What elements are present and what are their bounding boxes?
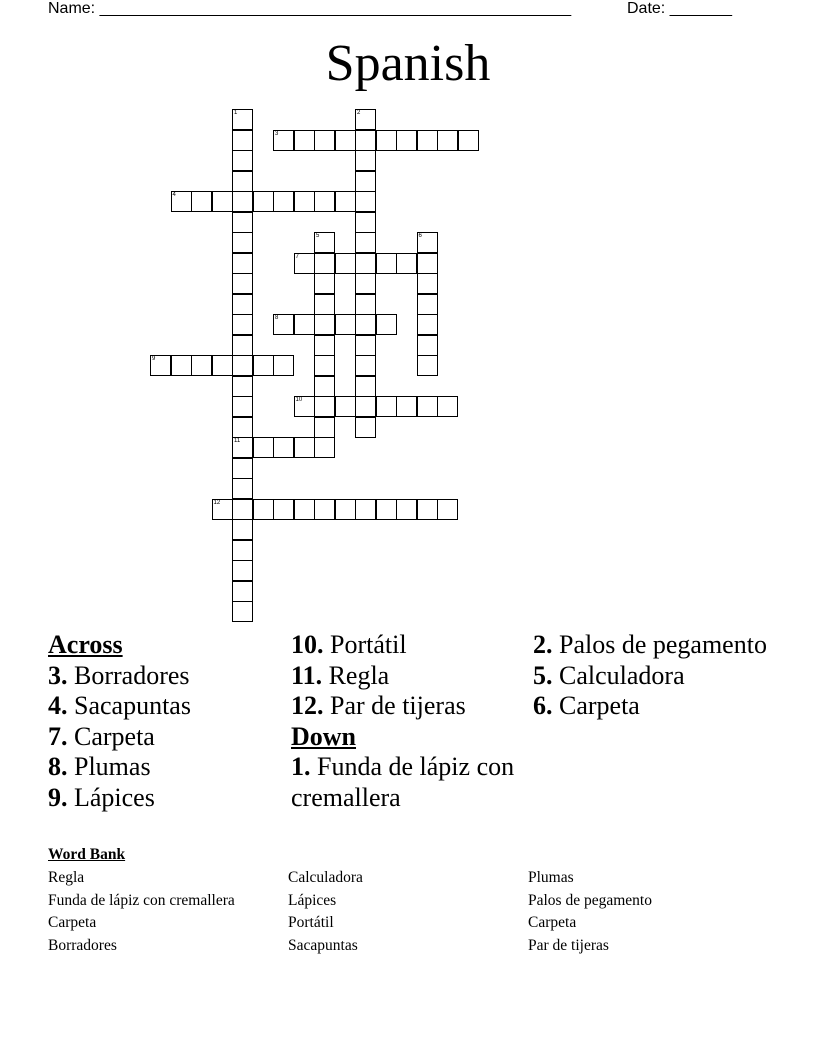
- clue-across-3: [48, 661, 278, 692]
- clue-text: Carpeta: [74, 721, 155, 751]
- clue-number: 1.: [291, 752, 311, 781]
- clue-text: Par de tijeras: [330, 691, 466, 720]
- clue-text: Lápices: [74, 782, 155, 812]
- word-bank-item: Portátil: [288, 914, 334, 932]
- crossword-cell[interactable]: [335, 499, 356, 520]
- crossword-cell[interactable]: [253, 355, 274, 376]
- clue-text: Calculadora: [559, 660, 685, 690]
- clue-across-10: [291, 630, 531, 661]
- crossword-cell[interactable]: [417, 335, 438, 356]
- crossword-cell[interactable]: [232, 212, 253, 233]
- crossword-cell[interactable]: [314, 253, 335, 274]
- crossword-cell[interactable]: [314, 335, 335, 356]
- clue-text: Borradores: [74, 660, 190, 690]
- crossword-cell[interactable]: [355, 253, 376, 274]
- clue-number: 2.: [533, 630, 553, 659]
- clue-across-7: [48, 722, 278, 753]
- crossword-cell[interactable]: [417, 130, 438, 151]
- crossword-cell[interactable]: [232, 253, 253, 274]
- crossword-cell[interactable]: [232, 540, 253, 561]
- clue-down-2: [533, 630, 773, 661]
- cell-number: 11: [234, 438, 241, 444]
- crossword-cell[interactable]: [314, 191, 335, 212]
- word-bank-item: Carpeta: [528, 914, 577, 932]
- clue-text: Sacapuntas: [74, 691, 191, 720]
- crossword-cell[interactable]: [171, 355, 192, 376]
- word-bank-item: Par de tijeras: [528, 936, 609, 954]
- crossword-cell[interactable]: [355, 171, 376, 192]
- crossword-cell[interactable]: [212, 355, 233, 376]
- crossword-cell[interactable]: [232, 191, 253, 212]
- crossword-cell[interactable]: [273, 191, 294, 212]
- crossword-cell[interactable]: [273, 437, 294, 458]
- crossword-cell[interactable]: [376, 253, 397, 274]
- crossword-cell[interactable]: [294, 191, 315, 212]
- word-bank-item: Sacapuntas: [288, 936, 358, 954]
- crossword-cell[interactable]: [232, 150, 253, 171]
- cell-number: 3: [275, 130, 279, 137]
- down-heading: Down: [291, 721, 357, 751]
- word-bank-item: Regla: [48, 869, 85, 886]
- crossword-cell[interactable]: [273, 499, 294, 520]
- clue-down-1: [291, 752, 531, 813]
- clue-across-4: [48, 691, 278, 722]
- word-bank: [48, 844, 768, 954]
- crossword-cell[interactable]: [314, 355, 335, 376]
- crossword-cell[interactable]: [232, 417, 253, 438]
- clue-text: Palos de pegamento: [559, 630, 767, 659]
- crossword-cell[interactable]: [355, 273, 376, 294]
- crossword-cell[interactable]: [335, 314, 356, 335]
- crossword-cell[interactable]: [232, 355, 253, 376]
- word-bank-item: Palos de pegamento: [528, 891, 652, 909]
- clue-text: Plumas: [74, 752, 151, 781]
- crossword-cell[interactable]: [396, 396, 417, 417]
- crossword-cell[interactable]: [191, 355, 212, 376]
- name-field[interactable]: Name: _____________________________________________________: [48, 0, 572, 17]
- crossword-cell[interactable]: [171, 191, 192, 212]
- crossword-cell[interactable]: [294, 437, 315, 458]
- clue-number: 5.: [533, 660, 553, 690]
- crossword-cell[interactable]: [232, 437, 253, 458]
- clues-column-1: [48, 630, 278, 813]
- clue-number: 6.: [533, 691, 553, 720]
- crossword-cell[interactable]: [335, 191, 356, 212]
- cell-number: 4: [172, 192, 176, 198]
- crossword-cell[interactable]: [232, 478, 253, 499]
- cell-number: 12: [213, 499, 221, 506]
- clue-text: Funda de lápiz con cremallera: [291, 752, 515, 812]
- crossword-cell[interactable]: [232, 171, 253, 192]
- crossword-cell[interactable]: [294, 499, 315, 520]
- clues-column-3: [533, 630, 773, 722]
- crossword-cell[interactable]: [294, 253, 315, 274]
- word-bank-item: Funda de lápiz con cremallera: [48, 891, 235, 909]
- word-bank-title: Word Bank: [48, 846, 126, 863]
- crossword-cell[interactable]: [417, 355, 438, 376]
- crossword-cell[interactable]: [355, 499, 376, 520]
- cell-number: 7: [295, 253, 299, 260]
- crossword-cell[interactable]: [253, 437, 274, 458]
- crossword-cell[interactable]: [232, 232, 253, 253]
- clue-across-11: [291, 661, 531, 692]
- word-bank-column-1: [48, 867, 288, 957]
- crossword-cell[interactable]: [396, 499, 417, 520]
- crossword-cell[interactable]: [314, 294, 335, 315]
- crossword-cell[interactable]: [335, 396, 356, 417]
- crossword-cell[interactable]: [355, 130, 376, 151]
- clue-text: Regla: [328, 660, 390, 690]
- crossword-cell[interactable]: [314, 437, 335, 458]
- crossword-cell[interactable]: [417, 232, 438, 253]
- crossword-cell[interactable]: [417, 499, 438, 520]
- cell-number: 9: [152, 356, 156, 362]
- clue-number: 4.: [48, 691, 68, 720]
- crossword-cell[interactable]: [232, 273, 253, 294]
- crossword-cell[interactable]: [396, 253, 417, 274]
- crossword-cell[interactable]: [417, 253, 438, 274]
- crossword-cell[interactable]: [232, 458, 253, 479]
- crossword-cell[interactable]: [314, 499, 335, 520]
- crossword-cell[interactable]: [191, 191, 212, 212]
- crossword-cell[interactable]: [232, 560, 253, 581]
- crossword-cell[interactable]: [273, 314, 294, 335]
- across-heading: Across: [48, 630, 123, 659]
- crossword-cell[interactable]: [232, 499, 253, 520]
- crossword-cell[interactable]: [355, 109, 376, 130]
- clue-number: 11.: [291, 660, 323, 690]
- crossword-cell[interactable]: [232, 519, 253, 540]
- crossword-cell[interactable]: [314, 130, 335, 151]
- crossword-cell[interactable]: [273, 355, 294, 376]
- crossword-cell[interactable]: [376, 499, 397, 520]
- crossword-cell[interactable]: [355, 417, 376, 438]
- word-bank-item: Carpeta: [48, 914, 97, 932]
- crossword-cell[interactable]: [355, 314, 376, 335]
- crossword-cell[interactable]: [212, 191, 233, 212]
- crossword-cell[interactable]: [417, 273, 438, 294]
- clue-number: 7.: [48, 721, 68, 751]
- clue-text: Carpeta: [559, 691, 640, 720]
- clue-down-6: [533, 691, 773, 722]
- crossword-cell[interactable]: [232, 314, 253, 335]
- crossword-cell[interactable]: [355, 335, 376, 356]
- crossword-cell[interactable]: [335, 130, 356, 151]
- crossword-cell[interactable]: [232, 294, 253, 315]
- crossword-cell[interactable]: [150, 355, 171, 376]
- crossword-cell[interactable]: [355, 376, 376, 397]
- crossword-cell[interactable]: [355, 294, 376, 315]
- crossword-cell[interactable]: [437, 130, 458, 151]
- crossword-cell[interactable]: [314, 417, 335, 438]
- crossword-cell[interactable]: [355, 396, 376, 417]
- crossword-cell[interactable]: [335, 253, 356, 274]
- clue-across-12: [291, 691, 531, 722]
- crossword-cell[interactable]: [232, 130, 253, 151]
- crossword-cell[interactable]: [417, 294, 438, 315]
- clue-number: 8.: [48, 752, 68, 781]
- clue-down-5: [533, 661, 773, 692]
- crossword-cell[interactable]: [253, 191, 274, 212]
- crossword-cell[interactable]: [376, 396, 397, 417]
- crossword-cell[interactable]: [376, 314, 397, 335]
- cell-number: 1: [234, 110, 238, 116]
- clue-text: Portátil: [330, 630, 407, 659]
- crossword-cell[interactable]: [232, 376, 253, 397]
- crossword-cell[interactable]: [417, 314, 438, 335]
- crossword-cell[interactable]: [294, 396, 315, 417]
- crossword-cell[interactable]: [232, 109, 253, 130]
- cell-number: 5: [316, 233, 320, 239]
- crossword-cell[interactable]: [314, 396, 335, 417]
- clue-number: 9.: [48, 782, 68, 812]
- clue-number: 3.: [48, 660, 68, 690]
- cell-number: 10: [295, 397, 303, 403]
- crossword-cell[interactable]: [396, 130, 417, 151]
- crossword-cell[interactable]: [355, 355, 376, 376]
- word-bank-item: Lápices: [288, 891, 337, 909]
- crossword-cell[interactable]: [355, 150, 376, 171]
- crossword-cell[interactable]: [294, 130, 315, 151]
- clue-number: 10.: [291, 630, 324, 659]
- cell-number: 6: [418, 233, 422, 239]
- crossword-cell[interactable]: [458, 130, 479, 151]
- crossword-cell[interactable]: [355, 232, 376, 253]
- page-title: Spanish: [325, 35, 491, 92]
- clues-column-2: [291, 630, 531, 813]
- crossword-cell[interactable]: [232, 396, 253, 417]
- crossword-cell[interactable]: [314, 376, 335, 397]
- clue-number: 12.: [291, 691, 324, 720]
- crossword-cell[interactable]: [232, 335, 253, 356]
- crossword-cell[interactable]: [232, 601, 253, 622]
- word-bank-item: Calculadora: [288, 869, 363, 886]
- crossword-cell[interactable]: [294, 314, 315, 335]
- crossword-cell[interactable]: [314, 273, 335, 294]
- crossword-cell[interactable]: [314, 314, 335, 335]
- cell-number: 2: [357, 110, 361, 116]
- crossword-cell[interactable]: [273, 130, 294, 151]
- crossword-cell[interactable]: [417, 396, 438, 417]
- crossword-cell[interactable]: [232, 581, 253, 602]
- crossword-cell[interactable]: [253, 499, 274, 520]
- clue-across-9: [48, 783, 278, 814]
- crossword-cell[interactable]: [437, 396, 458, 417]
- word-bank-item: Borradores: [48, 936, 117, 954]
- crossword-cell[interactable]: [314, 232, 335, 253]
- crossword-cell[interactable]: [355, 212, 376, 233]
- cell-number: 8: [275, 315, 279, 321]
- crossword-cell[interactable]: [437, 499, 458, 520]
- crossword-cell[interactable]: [376, 130, 397, 151]
- word-bank-column-3: [528, 867, 768, 957]
- crossword-cell[interactable]: [355, 191, 376, 212]
- word-bank-item: Plumas: [528, 869, 574, 886]
- date-field[interactable]: Date: _______: [627, 0, 732, 17]
- clue-across-8: [48, 752, 278, 783]
- word-bank-column-2: [288, 867, 528, 957]
- crossword-cell[interactable]: [212, 499, 233, 520]
